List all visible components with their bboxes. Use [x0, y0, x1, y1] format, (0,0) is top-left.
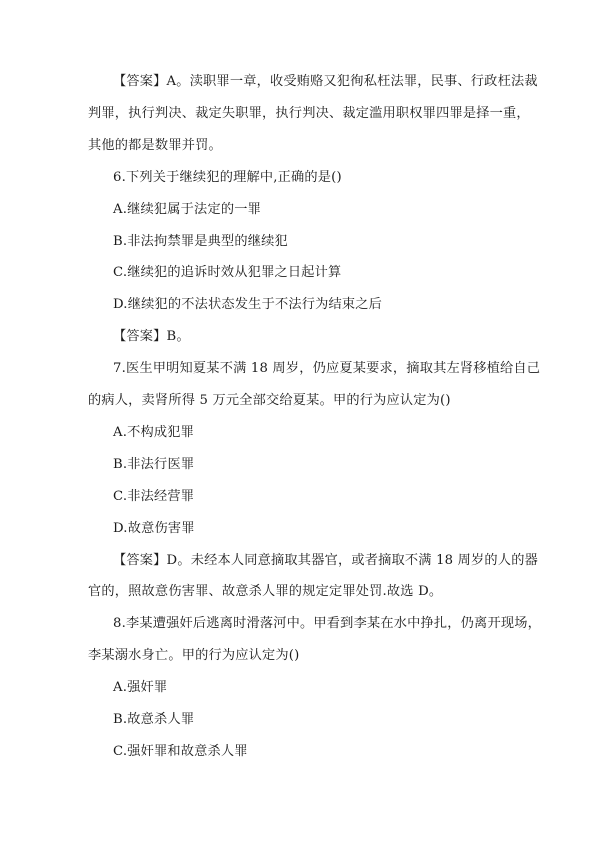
question-7-option-a: A.不构成犯罪 — [113, 425, 195, 440]
question-6-option-a: A.继续犯属于法定的一罪 — [113, 202, 261, 217]
question-8-stem-line-1: 8.李某遭强奸后逃离时滑落河中。甲看到李某在水中挣扎，仍离开现场， — [113, 616, 541, 631]
question-7-option-d: D.故意伤害罪 — [113, 521, 195, 536]
answer-6: 【答案】B。 — [113, 329, 190, 344]
question-8-option-a: A.强奸罪 — [113, 680, 168, 695]
answer-5-line-3: 其他的都是数罪并罚。 — [88, 138, 222, 153]
question-7-option-c: C.非法经营罪 — [113, 489, 195, 504]
answer-7-line-2: 官的，照故意伤害罪、故意杀人罪的规定定罪处罚.故选 D。 — [88, 584, 443, 599]
question-8-option-c: C.强奸罪和故意杀人罪 — [113, 744, 248, 759]
question-6-option-c: C.继续犯的追诉时效从犯罪之日起计算 — [113, 265, 342, 280]
question-7-stem-line-1: 7.医生甲明知夏某不满 18 周岁，仍应夏某要求，摘取其左肾移植给自己 — [113, 361, 541, 376]
question-6-stem: 6.下列关于继续犯的理解中,正确的是() — [113, 170, 342, 185]
question-8-option-b: B.故意杀人罪 — [113, 712, 195, 727]
answer-7-line-1: 【答案】D。未经本人同意摘取其器官，或者摘取不满 18 周岁的人的器 — [113, 553, 538, 568]
question-8-stem-line-2: 李某溺水身亡。甲的行为应认定为() — [88, 648, 300, 663]
question-6-option-d: D.继续犯的不法状态发生于不法行为结束之后 — [113, 297, 383, 312]
question-7-stem-line-2: 的病人，卖肾所得 5 万元全部交给夏某。甲的行为应认定为() — [88, 393, 451, 408]
answer-5-line-2: 判罪，执行判决、裁定失职罪，执行判决、裁定滥用职权罪四罪是择一重， — [88, 106, 530, 121]
answer-5-line-1: 【答案】A。渎职罪一章，收受贿赂又犯徇私枉法罪，民事、行政枉法裁 — [113, 74, 538, 89]
question-6-option-b: B.非法拘禁罪是典型的继续犯 — [113, 234, 288, 249]
question-7-option-b: B.非法行医罪 — [113, 457, 195, 472]
